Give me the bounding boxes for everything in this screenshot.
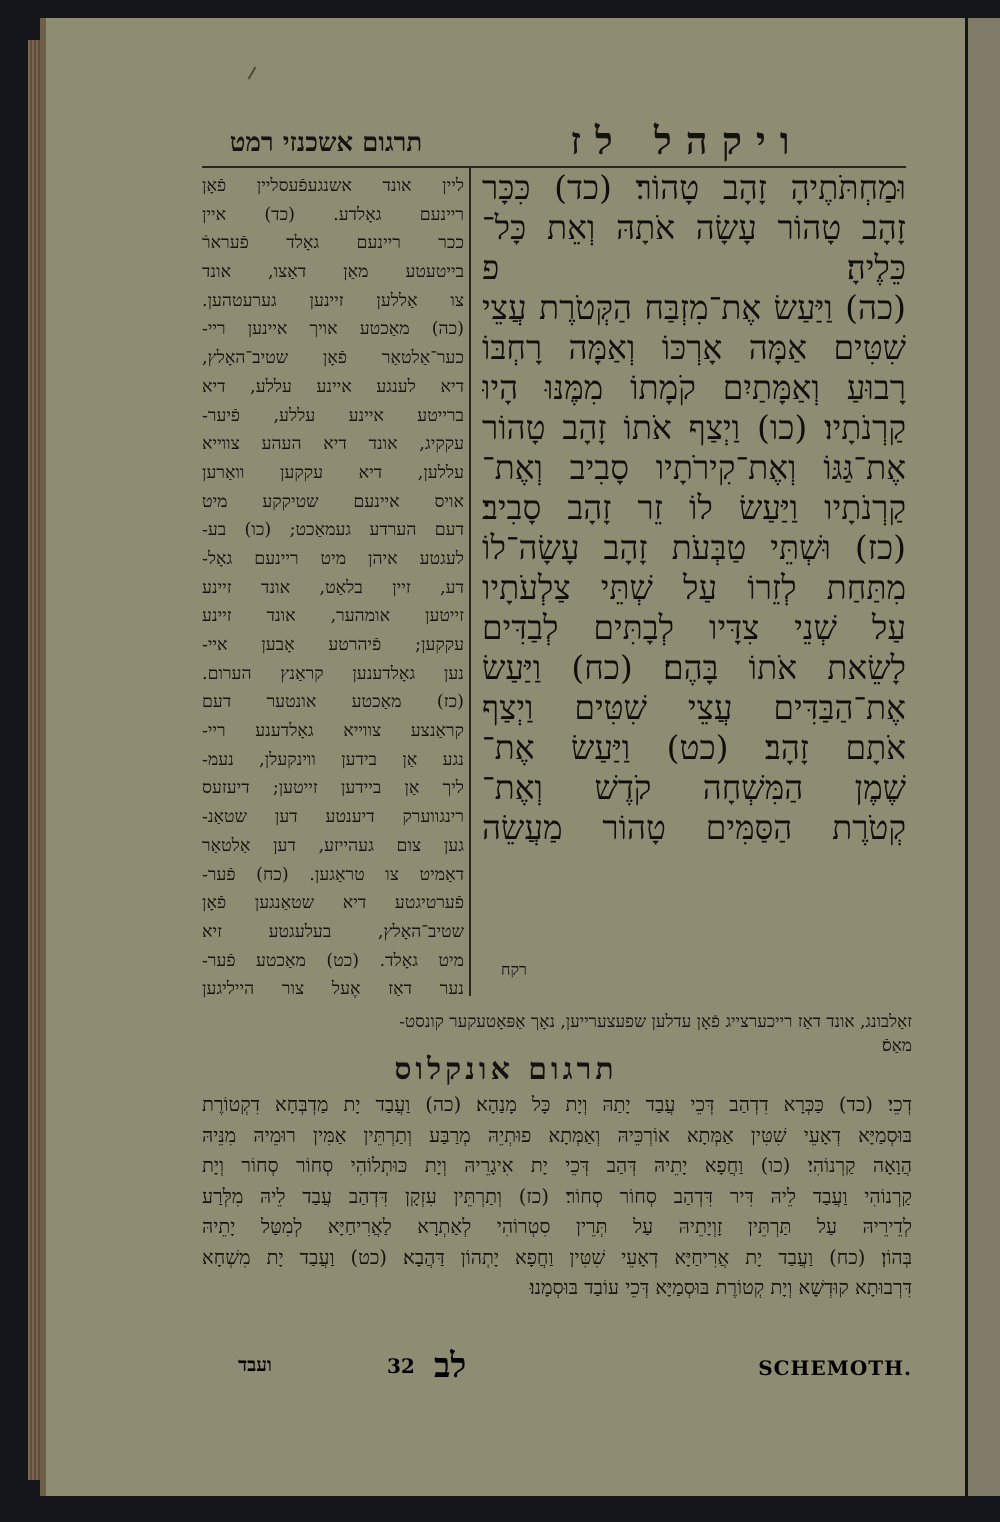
translation-line: עקקען; פֿיהרטע אָבען איי֊ <box>202 635 464 655</box>
translation-line: עללען, דיא עקקען וואַרען <box>202 462 464 483</box>
translation-line: נער דאַז אֶעל צור הייליגען <box>202 979 464 1000</box>
translation-continuation <box>202 1010 912 1058</box>
translation-line: (כז) מאַכטע אונטער דעם <box>202 692 464 713</box>
pencil-mark <box>248 66 257 79</box>
translation-line: לעגטע איהן מיט ריינעם גאָל֊ <box>202 548 464 569</box>
main-text-line: אֹתָם זָהָב׃ (כט) וַיַּעַשׂ אֶת־ <box>482 728 906 767</box>
main-text-line: (כה) וַיַּעַשׂ אֶת־מִזְבַּח הַקְּטֹרֶת עֲצֵי <box>482 288 906 327</box>
onkelos-line: הֲוָאָה קַרְנוֹהִי׃ (כו) וַחֲפָא יָתֵיהּ דְּהַב דְּכֵי יָת אִיגָרֵיהּ וְיָת כּוּתְלוֹהִי סְחוֹר סְחוֹר וְיָת <box>202 1154 912 1177</box>
main-text-line: קְטֹרֶת הַסַּמִּים טָהוֹר מַעֲשֵׂה <box>482 808 906 847</box>
translation-line: דעם הערדע געמאַכט; (כו) בע֊ <box>202 520 464 541</box>
translation-line: קראַנצע צווייא גאָלדענע ריי֊ <box>202 721 464 742</box>
translation-line: ליין אונד אשנגעפֿעסליין פֿאָן <box>202 176 464 196</box>
column-divider <box>469 166 471 996</box>
translation-line: ריינעם גאָלדע. (כד) איין <box>202 204 464 225</box>
translation-line: דע, זיין בלאַט, אונד זיינע <box>202 577 464 598</box>
translation-line: בייטעטע מאַן דאַצו, אונד <box>202 262 464 283</box>
parasha-title: ויקהל לז <box>570 118 804 163</box>
translation-line: צו אַללען זיינען גערעטהען. <box>202 290 464 311</box>
continuation-line: מאַסֿ׃ <box>882 1036 912 1056</box>
translation-line: דאַמיט צו טראַגען. (כח) פֿער֊ <box>202 864 464 885</box>
main-text-line: מִתַּחַת לְזֵרוֹ עַל שְׁתֵּי צַלְעֹתָיו <box>482 568 906 607</box>
bottom-catchword: ועבד <box>238 1354 272 1376</box>
main-text-line: עַל שְׁנֵי צִדָּיו לְבָתִּים לְבַדִּים <box>482 608 906 647</box>
translation-line: ככר ריינעם גאָלד פֿערארֿ <box>202 233 464 254</box>
main-catchword: רקח <box>501 960 527 979</box>
continuation-line: זאַלבונג, אונד דאַז רייכערצייג פֿאָן עדלען שפעצערייען, נאָך אַפּאָטעקער קונסט֊ <box>399 1012 912 1032</box>
onkelos-line: דִּרְבוּתָא קוּדְשָׁא וְיָת קְטוֹרֶת בּוּסְמַיָּא דְּכֵי עוֹבַד בּוּסְמָנוּ׃ <box>529 1276 912 1299</box>
main-text-line: זָהָב טָהוֹר עָשָׂה אֹתָהּ וְאֵת כָּל־ <box>482 208 906 247</box>
page-number-hebrew: לב <box>434 1346 467 1386</box>
translation-line: כער־אַלטאַר פֿאָן שטיב־האָלץ, <box>202 348 464 369</box>
translation-column <box>202 172 464 1002</box>
side-column-title: תרגום אשכנזי רמט <box>229 128 423 158</box>
next-page-edge <box>968 18 1000 1496</box>
book-name: SCHEMOTH. <box>758 1356 912 1380</box>
main-text-line: כֵּלֶיהָ׃ פ <box>482 248 906 287</box>
main-text-line: וּמַחְתֹּתֶיהָ זָהָב טָהוֹר׃ (כד) כִּכָּר <box>482 168 906 207</box>
main-text-line: אֶת־גַּגּוֹ וְאֶת־קִירֹתָיו סָבִיב וְאֶת־ <box>482 448 906 487</box>
onkelos-line: לְדֵירֵיהּ עַל תַּרְתֵּין זָוְיָתֵיהּ עַל תְּרֵין סִטְרוֹהִי לְאַתְרָא לַאֲרִיחַיָּא לְמִטַּל יָתֵיהּ <box>202 1215 912 1238</box>
main-text-line: קַרְנֹתָיו וַיַּעַשׂ לוֹ זֵר זָהָב סָבִיב׃ <box>482 488 906 527</box>
translation-line: אויס איינעם שטיקקע מיט <box>202 491 464 512</box>
onkelos-line: קַרְנוֹהִי וַעֲבַד לֵיהּ דִּיר דִּדְהַב סְחוֹר סְחוֹר׃ (כז) וְתַרְתֵּין עִזְקָן דִּדְהַב עֲבַד לֵיהּ מִלְּרַע <box>202 1184 912 1208</box>
main-text-line: (כז) וּשְׁתֵּי טַבְּעֹת זָהָב עָשָׂה־לוֹ <box>482 528 906 567</box>
onkelos-block <box>202 1090 912 1304</box>
page <box>40 18 965 1496</box>
translation-line: ליך אַן ביידען זייטען; דיעזעס <box>202 778 464 799</box>
translation-line: פֿערטיגטע דיא שטאַנגען פֿאָן <box>202 893 464 914</box>
main-hebrew-column <box>482 168 906 968</box>
main-text-line: שִׁטִּים אַמָּה אָרְכּוֹ וְאַמָּה רָחְבּוֹ <box>482 328 906 367</box>
translation-line: נען גאָלדענען קראַנץ הערום. <box>202 663 464 684</box>
translation-line: ברייטע איינע עללע, פֿיער֊ <box>202 405 464 426</box>
translation-line: עקקיג, אונד דיא העהע צווייא <box>202 434 464 455</box>
main-text-line: שֶׁמֶן הַמִּשְׁחָה קֹדֶשׁ וְאֶת־ <box>482 768 906 807</box>
translation-line: זייטען אומהער, אונד זיינע <box>202 606 464 627</box>
translation-line: (כה) מאַכטע אויך איינען ריי֊ <box>202 319 464 340</box>
main-text-line: אֶת־הַבַּדִּים עֲצֵי שִׁטִּים וַיְצַף <box>482 688 906 727</box>
onkelos-line: בּוּסְמַיָּא דְאָעֵי שִׁטִּין אַמְּתָא אוֹרְכֵּיהּ וְאַמְּתָא פוּתְיֵהּ מְרַבַּע וְתַרְתֵּין אַמִּין רוּמֵיהּ מִנֵּיהּ <box>202 1123 912 1147</box>
translation-line: רינגווערק דיענטע דען שטאַנ֊ <box>202 807 464 828</box>
page-footer <box>202 1346 912 1386</box>
translation-line: דיא לענגע איינע עללע, דיא <box>202 376 464 397</box>
translation-line: מיט גאָלד. (כט) מאַכטע פֿער֊ <box>202 950 464 971</box>
translation-line: שטיב־האָלץ, בעלעגטע זיא <box>202 921 464 942</box>
main-text-line: רָבוּעַ וְאַמָּתַיִם קֹמָתוֹ מִמֶּנּוּ הָיוּ <box>482 368 906 407</box>
page-number: 32 <box>387 1354 415 1378</box>
onkelos-line: בְּהוֹן׃ (כח) וַעֲבַד יָת אֲרִיחַיָּא דְאָעֵי שִׁטִּין וַחֲפָא יָתְהוֹן דַּהֲבָא׃ (כט) וַעֲבַד יָת מִשְׁחָא <box>202 1245 912 1269</box>
onkelos-title: תרגום אונקלוס <box>394 1052 618 1087</box>
translation-line: גען צום געהייזע, דען אַלטאַר <box>202 835 464 856</box>
main-text-line: לָשֵׂאת אֹתוֹ בָּהֶם׃ (כח) וַיַּעַשׂ <box>482 648 906 687</box>
main-text-line: קַרְנֹתָיו׃ (כו) וַיְצַף אֹתוֹ זָהָב טָהוֹר <box>482 408 906 447</box>
onkelos-line: דְכֵי׃ (כד) כַּכְּרָא דִדְהַב דְּכֵי עֲבַד יָתַהּ וְיָת כָּל מָנַהָא׃ (כה) וַעֲבַד יָת מַדְבְּחָא דִקְטוֹרֶת <box>202 1093 912 1116</box>
translation-line: נגע אַן בידען ווינקעלן, נעמ֊ <box>202 749 464 770</box>
